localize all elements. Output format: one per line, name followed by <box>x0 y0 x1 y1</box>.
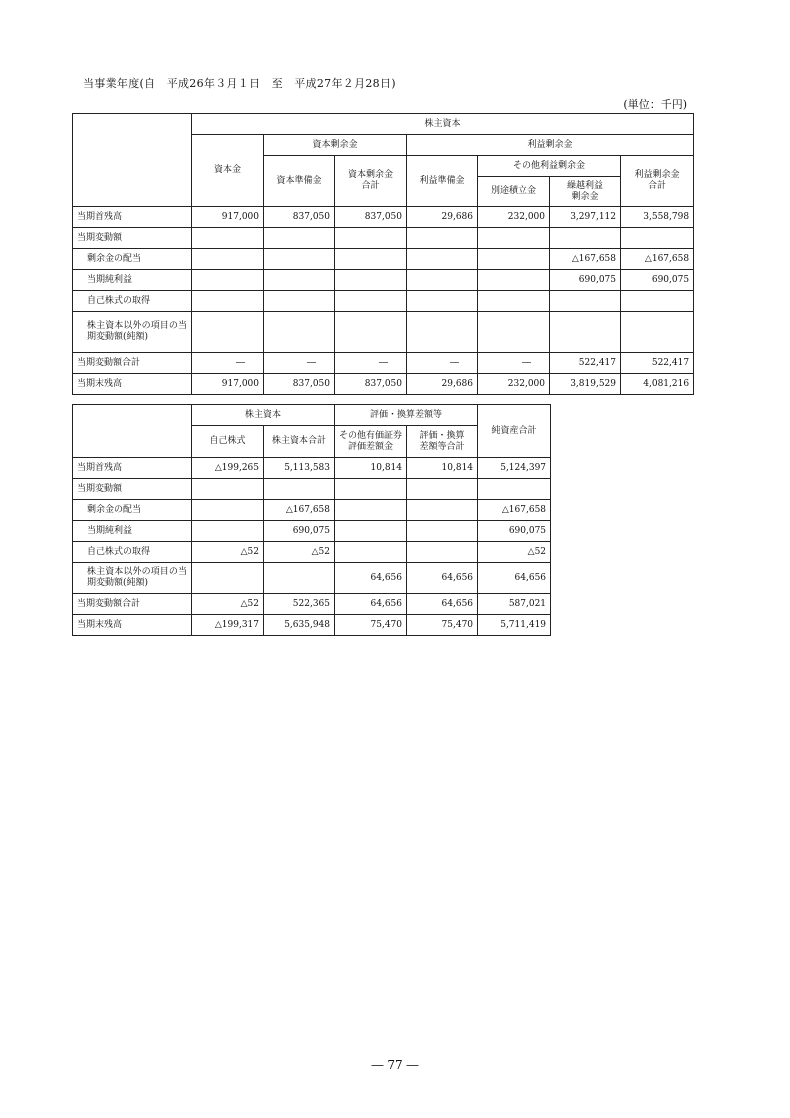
header-legal-reserve: 利益準備金 <box>407 156 478 207</box>
table-cell: 837,050 <box>264 374 335 395</box>
table-cell <box>407 500 478 521</box>
header-capital-surplus-total: 資本剰余金 合計 <box>335 156 407 207</box>
table-cell <box>550 312 621 353</box>
table-cell: 837,050 <box>335 374 407 395</box>
table-cell <box>264 312 335 353</box>
table-row <box>73 207 694 228</box>
header-general-reserve: 別途積立金 <box>478 177 550 207</box>
table-cell: 3,558,798 <box>621 207 694 228</box>
table-cell: 5,711,419 <box>478 615 551 636</box>
row-label: 当期変動額合計 <box>73 353 192 374</box>
row-label: 当期末残高 <box>73 374 192 395</box>
table-cell: △167,658 <box>550 249 621 270</box>
table-cell <box>407 521 478 542</box>
table-cell <box>192 521 264 542</box>
table-cell: 64,656 <box>407 563 478 594</box>
table-cell: 10,814 <box>407 458 478 479</box>
row-label-header <box>73 114 192 207</box>
table-cell <box>264 270 335 291</box>
statement-period-title: 当事業年度(自 平成26年３月１日 至 平成27年２月28日) <box>83 77 396 90</box>
table-cell: 3,819,529 <box>550 374 621 395</box>
table-cell: 232,000 <box>478 374 550 395</box>
table-cell: 64,656 <box>335 563 407 594</box>
header-shareholders-equity: 株主資本 <box>192 405 335 426</box>
table-cell: 837,050 <box>335 207 407 228</box>
table-cell: 4,081,216 <box>621 374 694 395</box>
table-cell: △167,658 <box>264 500 335 521</box>
table-row <box>73 521 551 542</box>
row-label: 株主資本以外の項目の当期変動額(純額) <box>73 312 192 353</box>
table-cell <box>192 479 264 500</box>
row-label: 自己株式の取得 <box>73 291 192 312</box>
table-row <box>73 291 694 312</box>
table-cell: ― <box>192 353 264 374</box>
table-cell <box>478 270 550 291</box>
header-retained-carried-forward: 繰越利益 剰余金 <box>550 177 621 207</box>
table-row <box>73 270 694 291</box>
header-retained-earnings-total: 利益剰余金 合計 <box>621 156 694 207</box>
row-label: 当期首残高 <box>73 207 192 228</box>
table-cell <box>407 312 478 353</box>
table-cell <box>264 479 335 500</box>
row-label: 当期純利益 <box>73 521 192 542</box>
row-label: 剰余金の配当 <box>73 500 192 521</box>
table-cell <box>407 479 478 500</box>
table-cell <box>192 312 264 353</box>
table-cell: △167,658 <box>478 500 551 521</box>
table-cell: 522,417 <box>550 353 621 374</box>
table-cell: 29,686 <box>407 374 478 395</box>
table-cell: 690,075 <box>264 521 335 542</box>
table-cell: ― <box>335 353 407 374</box>
table-row <box>73 542 551 563</box>
table-cell <box>407 228 478 249</box>
table-row <box>73 594 551 615</box>
table-cell: 522,365 <box>264 594 335 615</box>
table-cell: 522,417 <box>621 353 694 374</box>
table-cell: 75,470 <box>407 615 478 636</box>
table-cell <box>335 312 407 353</box>
row-label: 株主資本以外の項目の当期変動額(純額) <box>73 563 192 594</box>
table-row <box>73 228 694 249</box>
table-cell <box>192 500 264 521</box>
table-cell: △52 <box>264 542 335 563</box>
table-cell: 5,635,948 <box>264 615 335 636</box>
table-cell: ― <box>478 353 550 374</box>
table-cell: ― <box>407 353 478 374</box>
unit-label: (単位：千円) <box>623 98 687 111</box>
row-label: 当期変動額 <box>73 228 192 249</box>
header-valuation-adjustments: 評価・換算差額等 <box>335 405 478 426</box>
table-row <box>73 563 551 594</box>
table-cell: ― <box>264 353 335 374</box>
table-cell <box>335 228 407 249</box>
table-cell <box>335 500 407 521</box>
header-valuation-adjustments-total: 評価・換算 差額等合計 <box>407 426 478 458</box>
table-cell: 917,000 <box>192 374 264 395</box>
header-securities-valuation-diff: その他有価証券 評価差額金 <box>335 426 407 458</box>
table-cell <box>478 291 550 312</box>
row-label: 当期首残高 <box>73 458 192 479</box>
table-row <box>73 353 694 374</box>
table-cell: 917,000 <box>192 207 264 228</box>
table-cell: 64,656 <box>478 563 551 594</box>
table-cell <box>264 291 335 312</box>
table-cell: △199,265 <box>192 458 264 479</box>
table-row <box>73 500 551 521</box>
table-cell <box>478 249 550 270</box>
page-number: ― 77 ― <box>371 1058 419 1072</box>
table-cell <box>192 249 264 270</box>
table-row <box>73 249 694 270</box>
table-cell: △52 <box>192 594 264 615</box>
header-other-retained-earnings: その他利益剰余金 <box>478 156 621 177</box>
equity-statement-table-1 <box>72 113 694 395</box>
table-cell <box>264 249 335 270</box>
table-cell: 690,075 <box>478 521 551 542</box>
table-row <box>73 615 551 636</box>
header-treasury-stock: 自己株式 <box>192 426 264 458</box>
table-cell <box>621 228 694 249</box>
table-cell: 690,075 <box>550 270 621 291</box>
table-cell: 690,075 <box>621 270 694 291</box>
row-label: 剰余金の配当 <box>73 249 192 270</box>
table-cell <box>192 228 264 249</box>
equity-statement-table-2 <box>72 404 551 636</box>
table-cell: △199,317 <box>192 615 264 636</box>
header-capital-surplus: 資本剰余金 <box>264 135 407 156</box>
row-label: 自己株式の取得 <box>73 542 192 563</box>
table-cell <box>407 542 478 563</box>
table-cell <box>335 291 407 312</box>
table-cell <box>264 228 335 249</box>
row-label-header <box>73 405 192 458</box>
table-cell: 64,656 <box>407 594 478 615</box>
table-row <box>73 374 694 395</box>
table-cell: △167,658 <box>621 249 694 270</box>
table-cell: 10,814 <box>335 458 407 479</box>
table-cell: 5,124,397 <box>478 458 551 479</box>
table-cell <box>407 291 478 312</box>
table-cell: 232,000 <box>478 207 550 228</box>
table-cell <box>335 521 407 542</box>
table-cell: △52 <box>478 542 551 563</box>
table-cell <box>335 542 407 563</box>
table-cell <box>335 479 407 500</box>
header-shareholders-equity-total: 株主資本合計 <box>264 426 335 458</box>
header-retained-earnings: 利益剰余金 <box>407 135 694 156</box>
table-cell <box>192 563 264 594</box>
table-row <box>73 479 551 500</box>
table-cell: △52 <box>192 542 264 563</box>
table-cell <box>335 249 407 270</box>
row-label: 当期変動額 <box>73 479 192 500</box>
table-cell <box>550 228 621 249</box>
table-cell <box>478 479 551 500</box>
table-cell <box>192 291 264 312</box>
table-cell: 64,656 <box>335 594 407 615</box>
row-label: 当期変動額合計 <box>73 594 192 615</box>
table-cell <box>192 270 264 291</box>
table-cell <box>478 312 550 353</box>
table-cell: 75,470 <box>335 615 407 636</box>
table-cell: 3,297,112 <box>550 207 621 228</box>
row-label: 当期末残高 <box>73 615 192 636</box>
table-cell <box>478 228 550 249</box>
table-row <box>73 458 551 479</box>
table-cell <box>621 312 694 353</box>
header-capital-stock: 資本金 <box>192 135 264 207</box>
table-cell <box>621 291 694 312</box>
table-cell <box>264 563 335 594</box>
table-cell <box>550 291 621 312</box>
table-cell: 5,113,583 <box>264 458 335 479</box>
table-cell <box>407 249 478 270</box>
table-cell: 837,050 <box>264 207 335 228</box>
table-row <box>73 312 694 353</box>
header-shareholders-equity: 株主資本 <box>192 114 694 135</box>
table-cell <box>407 270 478 291</box>
row-label: 当期純利益 <box>73 270 192 291</box>
header-capital-reserve: 資本準備金 <box>264 156 335 207</box>
table-cell: 29,686 <box>407 207 478 228</box>
table-cell: 587,021 <box>478 594 551 615</box>
table-cell <box>335 270 407 291</box>
header-net-assets-total: 純資産合計 <box>478 405 551 458</box>
